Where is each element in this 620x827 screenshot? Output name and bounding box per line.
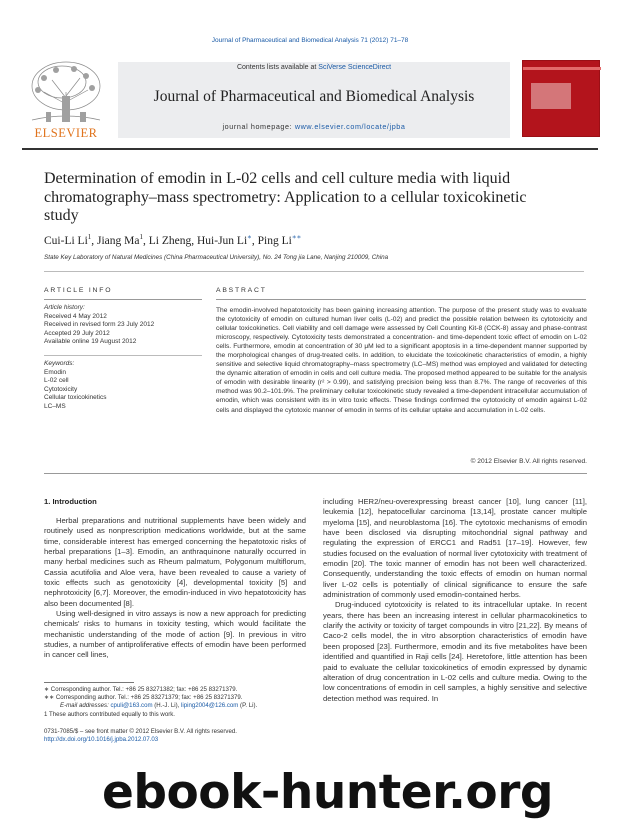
body-paragraph: Drug-induced cytotoxicity is related to its intracellular uptake. In recent years, there has been an increasing interest in cellular pharmacokinetics to clarify the activity or toxicity of target compounds in vitro [21,22]. By means of Caco-2 cells model, the in vitro absorption characteristics of emodin have been proposed [23]. Furthermore, emodin and its five metabolites have been identified and quantified in Raji cells [24]. Heretofore, little attention has been paid to evaluate the cellular toxicokinetics of emodin expressed by dynamic alteration of drug concentration in L-02 cells and culture media. Owing to the low concentrations of emodin in cell samples, a highly sensitive and selective detection method was required. In: [323, 600, 587, 703]
body-column-right: [323, 497, 587, 704]
homepage-prefix: journal homepage:: [222, 122, 295, 131]
author-mark[interactable]: ∗: [247, 233, 252, 241]
author-name: Jiang Ma: [97, 234, 140, 247]
homepage-link[interactable]: www.elsevier.com/locate/jpba: [294, 122, 406, 131]
article-info-rule: [44, 299, 202, 300]
watermark: ebook-hunter.org: [102, 765, 554, 820]
author-name: Ping Li: [257, 234, 292, 247]
email-owner-2: (P. Li).: [238, 702, 258, 710]
abstract-heading: ABSTRACT: [216, 287, 267, 294]
affiliation: State Key Laboratory of Natural Medicines (China Pharmaceutical University), No. 24 Tong jia Lane, Nanjing 210009, China: [44, 254, 389, 261]
article-history: [44, 304, 204, 347]
header-rule: [22, 148, 598, 150]
email-link-2[interactable]: liping2004@126.com: [181, 702, 239, 710]
body-paragraph: Using well-designed in vitro assays is now a new approach for predicting chemicals' risks to humans in toxicity testing, which would facilitate the mechanistic understanding of the mode of action [9]. In previous in vitro studies, a number of antiproliferative effects of emodin have been performed in cancer cell lines,: [44, 609, 306, 660]
cover-title-block: [531, 83, 571, 109]
abstract-bottom-rule: [44, 473, 587, 474]
sciencedirect-link[interactable]: SciVerse ScienceDirect: [318, 64, 392, 71]
author-name: Cui-Li Li: [44, 234, 88, 247]
journal-reference[interactable]: Journal of Pharmaceutical and Biomedical Analysis 71 (2012) 71–78: [211, 37, 409, 44]
keyword-item: Emodin: [44, 368, 67, 376]
article-title: Determination of emodin in L-02 cells and cell culture media with liquid chromatography–mass spectrometry: Application to a cellular toxicokinetic study: [44, 170, 527, 224]
keywords-rule: [44, 355, 202, 356]
author-mark: 1: [87, 233, 92, 241]
footnote-corresponding-1: ∗ Corresponding author. Tel.: +86 25 83271382; fax: +86 25 83271379.: [44, 686, 238, 693]
history-item: Accepted 29 July 2012: [44, 329, 110, 337]
body-column-left: [44, 516, 306, 661]
footnote-equal-contribution: 1 These authors contributed equally to this work.: [44, 710, 175, 718]
contents-line: [118, 64, 510, 71]
body-paragraph: Herbal preparations and nutritional supplements have been widely and routinely used as nonprescription medications worldwide, but at the same time, considerable interest has emerged concerning the hepatotoxic risks of herbal preparations [1–3]. Emodin, an anthraquinone naturally occurred in many herbal medicines such as Rheum palmatum, Polygonum multiflorum, Cassia acutifolia and Aloe vera, have been revealed to cause a variety of toxic effects such as genotoxicity [4], developmental toxicity [5] and nephrotoxicity [6,7]. Moreover, the emodin-induced in vivo hepatotoxicity has also been documented [8].: [44, 516, 306, 608]
email-label: E-mail addresses:: [60, 702, 111, 710]
history-item: Received in revised form 23 July 2012: [44, 321, 155, 329]
contents-prefix: Contents lists available at: [236, 64, 319, 71]
history-label: Article history:: [44, 304, 85, 311]
keywords-label: Keywords:: [44, 360, 75, 367]
footnote-rule: [44, 682, 134, 683]
issn-block: [44, 728, 306, 744]
footnotes: [44, 686, 306, 719]
introduction-heading: 1. Introduction: [44, 497, 97, 506]
keywords: [44, 360, 204, 412]
homepage-line: [118, 122, 510, 131]
cover-stripe: [523, 67, 601, 70]
footnote-corresponding-2: ∗∗ Corresponding author. Tel.: +86 25 83271379; fax: +86 25 83271379.: [44, 694, 243, 702]
email-link-1[interactable]: cpuli@163.com: [110, 702, 153, 710]
keyword-item: Cellular toxicokinetics: [44, 394, 107, 402]
abstract-rule: [216, 299, 586, 300]
elsevier-wordmark: ELSEVIER: [34, 126, 98, 140]
history-item: Available online 19 August 2012: [44, 338, 137, 346]
author-name: Li Zheng: [148, 234, 192, 247]
journal-cover-thumbnail[interactable]: [522, 60, 600, 137]
doi-link[interactable]: http://dx.doi.org/10.1016/j.jpba.2012.07.03: [44, 736, 159, 744]
affiliation-rule: [44, 271, 584, 272]
author-name: Hui-Jun Li: [196, 234, 248, 247]
keyword-item: Cytotoxicity: [44, 385, 78, 393]
article-info-heading: ARTICLE INFO: [44, 287, 113, 294]
history-item: Received 4 May 2012: [44, 312, 107, 320]
email-owner-1: (H.-J. Li),: [152, 702, 181, 710]
keyword-item: L-02 cell: [44, 377, 69, 385]
issn-line: 0731-7085/$ – see front matter © 2012 Elsevier B.V. All rights reserved.: [44, 728, 237, 735]
author-mark: 1: [139, 233, 143, 241]
author-list: Cui-Li Li$^1$, Jiang Ma$^1$, Li Zheng, Hui-Jun Li∗, Ping Li∗∗: [44, 233, 302, 247]
abstract-text: The emodin-involved hepatotoxicity has been gaining increasing attention. The purpose of the present study was to evaluate the cytotoxicity of emodin on cultured human liver cells (L-02) and predict the possible relation between its cytotoxicity and cellular toxicokinetics. Cell viability and cell damage were assessed by Cell Counting Kit-8 (CCK-8) assay and phase-contrast microscopy, respectively. Cytotoxicity tests demonstrated a concentration- and time-dependent toxic effect of emodin on L-02 cells. Furthermore, emodin at concentration of 30 μM led to a significant apoptosis in a time-dependent manner supported by the morphological changes of drug-treated cells. In addition, to elucidate the toxicokinetic characteristics of emodin, a highly sensitive and selective liquid chromatography–mass spectrometry (LC–MS) method was employed and validated for detecting the dynamic alteration of emodin in cells and cell culture media. The proposed method appeared to be suitable for the analysis of emodin with desirable linearity (r² > 0.99), and satisfying precision being less than 8.7%. The range of recoveries of this method was 90.2–101.9%. The preliminary cellular toxicokinetic study revealed a time-dependent intracellular accumulation of emodin, which was consistent with its in vitro toxic effects. These findings confirmed the cytotoxicity of emodin against L-02 cells and displayed the cytotoxic manner of emodin in terms of its cellular uptake and accumulation in L-02 cells.: [216, 307, 587, 414]
abstract-copyright: © 2012 Elsevier B.V. All rights reserved.: [470, 458, 587, 465]
body-paragraph: including HER2/neu-overexpressing breast cancer [10], lung cancer [11], leukemia [12], hepatocellular carcinoma [13,14], prostate cancer multiple myeloma [15], and neuroblastoma [16]. The cytotoxic mechanisms of emodin have been disclosed via disrupting mitochondrial signal pathway and regulating the expression of ERCC1 and Rad51 [17–19]. However, few studies focused on the evaluation of normal liver cytotoxicity with treatment of emodin [20]. The toxic manner of emodin has not been well characterized. Consequently, understanding the toxic effects of emodin on human normal liver L-02 cells is potentially of clinical significance to ensure the safe administration of commonly used emodin-contained herbs.: [323, 497, 587, 600]
journal-title: Journal of Pharmaceutical and Biomedical Analysis: [153, 88, 475, 105]
author-mark[interactable]: ∗∗: [291, 233, 302, 241]
footnote-emails: [44, 702, 306, 710]
keyword-item: LC–MS: [44, 402, 66, 410]
